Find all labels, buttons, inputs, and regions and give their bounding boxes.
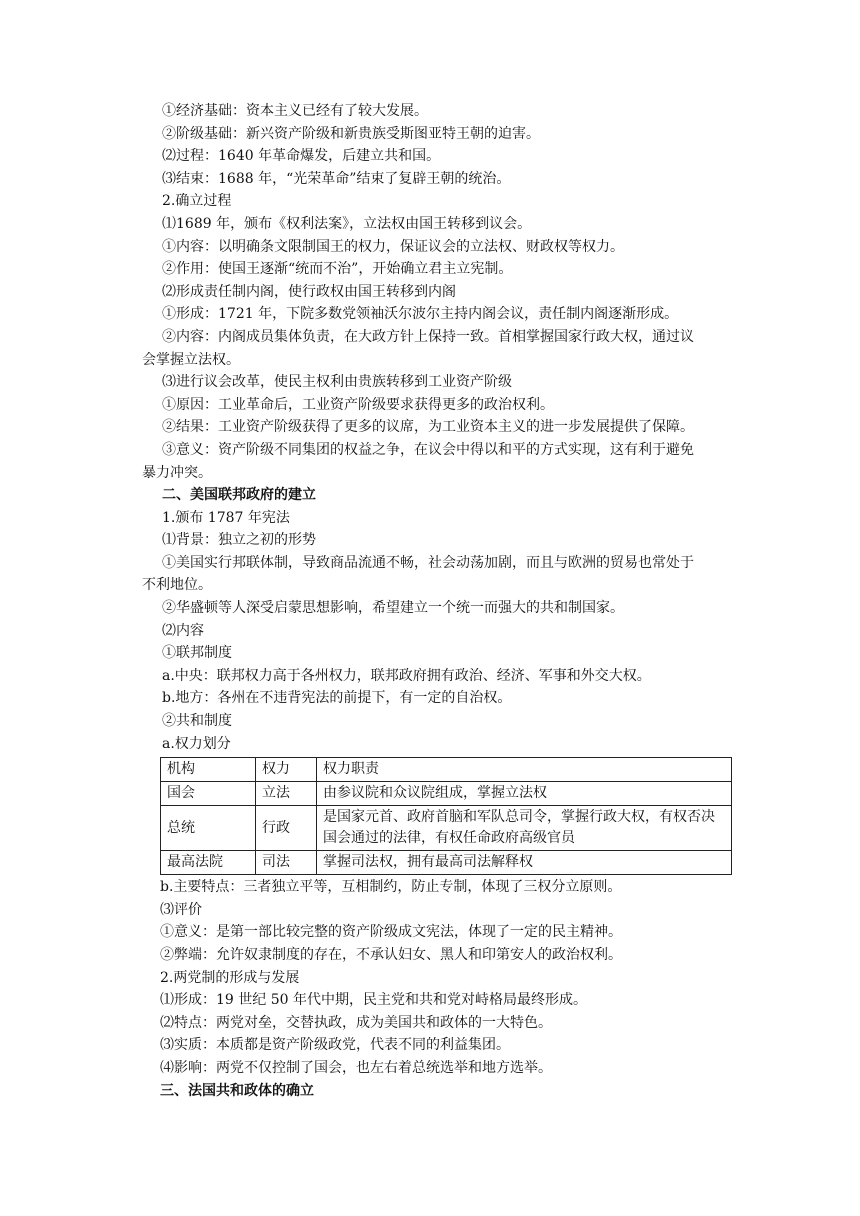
power-division-table [160,757,732,875]
text-line: ⑶结束：1688 年，“光荣革命”结束了复辟王朝的统治。 [162,170,511,187]
text-line: ①联邦制度 [162,645,232,662]
text-line: ①经济基础：资本主义已经有了较大发展。 [162,103,428,119]
text-line: ⑴背景：独立之初的形势 [162,532,316,549]
table-cell: 是国家元首、政府首脑和军队总司令，掌握行政大权，有权否决国会通过的法律，有权任命政府高级官员 [317,806,732,851]
document-body [142,100,732,1102]
table-cell: 总统 [161,806,256,851]
text-line: ⑵内容 [162,622,204,639]
text-line: ①形成：1721 年，下院多数党领袖沃尔波尔主持内阁会议，责任制内阁逐渐形成。 [162,306,679,323]
table-cell: 最高法院 [161,851,256,875]
text-line: b.地方：各州在不违背宪法的前提下，有一定的自治权。 [162,690,512,707]
table-row [161,806,732,851]
text-line: ①原因：工业革命后，工业资产阶级要求获得更多的政治权利。 [162,396,554,413]
table-row [161,851,732,875]
text-line: ⑶进行议会改革，使民主权利由贵族转移到工业资产阶级 [162,374,512,391]
text-line: ①内容：以明确条文限制国王的权力，保证议会的立法权、财政权等权力。 [162,238,624,255]
table-cell: 行政 [256,806,317,851]
text-line: 暴力冲突。 [142,464,212,481]
table-header-cell: 机构 [161,758,256,782]
table-cell: 由参议院和众议院组成，掌握立法权 [317,782,732,806]
table-header-cell: 权力 [256,758,317,782]
text-line: ⑵形成责任制内阁，使行政权由国王转移到内阁 [162,283,456,300]
table-header-cell: 权力职责 [317,758,732,782]
table-cell: 立法 [256,782,317,806]
subheading: 2.两党制的形成与发展 [160,969,300,986]
table-cell: 掌握司法权，拥有最高司法解释权 [317,851,732,875]
text-line: 不利地位。 [142,577,212,594]
text-line: ⑴形成：19 世纪 50 年代中期，民主党和共和党对峙格局最终形成。 [160,992,587,1009]
text-line: ②作用：使国王逐渐“统而不治”，开始确立君主立宪制。 [162,261,513,278]
text-line: ②华盛顿等人深受启蒙思想影响，希望建立一个统一而强大的共和制国家。 [162,600,624,617]
section-heading: 三、法国共和政体的确立 [160,1082,314,1099]
text-line: ⑵特点：两党对垒，交替执政，成为美国共和政体的一大特色。 [160,1014,552,1031]
text-line: ⑶实质：本质都是资产阶级政党，代表不同的利益集团。 [160,1037,510,1054]
text-line: ⑶评价 [160,901,202,918]
text-line: ②内容：内阁成员集体负责，在大政方针上保持一致。首相掌握国家行政大权，通过议 [162,328,694,345]
text-line: ③意义：资产阶级不同集团的权益之争，在议会中得以和平的方式实现，这有利于避免 [162,441,694,458]
text-line: a.权力划分 [162,735,231,752]
text-line: ②阶级基础：新兴资产阶级和新贵族受斯图亚特王朝的迫害。 [162,125,540,142]
text-line: ②结果：工业资产阶级获得了更多的议席，为工业资本主义的进一步发展提供了保障。 [162,419,694,436]
table-cell: 司法 [256,851,317,875]
text-line: ⑷影响：两党不仅控制了国会，也左右着总统选举和地方选举。 [160,1059,552,1076]
table-header-row [161,758,732,782]
subheading: 2.确立过程 [162,193,232,210]
subheading: 1.颁布 1787 年宪法 [162,509,290,526]
text-line: ①意义：是第一部比较完整的资产阶级成文宪法，体现了一定的民主精神。 [160,924,622,941]
text-line: ②弊端：允许奴隶制度的存在，不承认妇女、黑人和印第安人的政治权利。 [160,947,622,963]
text-line: b.主要特点：三者独立平等，互相制约，防止专制，体现了三权分立原则。 [160,879,622,896]
text-line: ①美国实行邦联体制，导致商品流通不畅，社会动荡加剧，而且与欧洲的贸易也常处于 [162,554,694,571]
text-line: a.中央：联邦权力高于各州权力，联邦政府拥有政治、经济、军事和外交大权。 [162,667,651,684]
text-line: ⑴1689 年，颁布《权利法案》，立法权由国王转移到议会。 [162,215,532,232]
table-row [161,782,732,806]
text-line: ②共和制度 [162,713,232,730]
table-cell: 国会 [161,782,256,806]
text-line: ⑵过程：1640 年革命爆发，后建立共和国。 [162,148,441,165]
section-heading: 二、美国联邦政府的建立 [162,487,316,504]
text-line: 会掌握立法权。 [142,351,240,368]
